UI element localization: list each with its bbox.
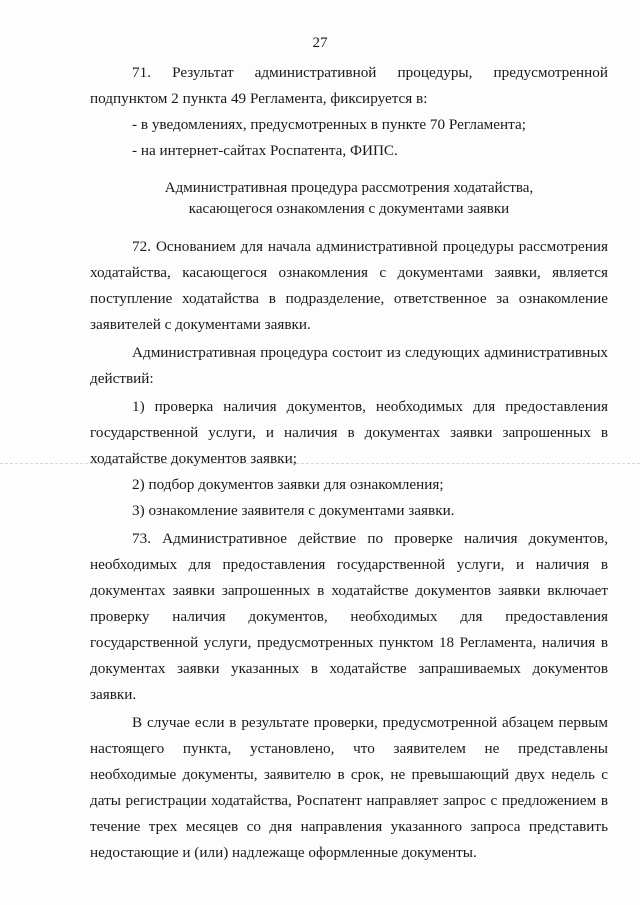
paragraph-73: 73. Административное действие по проверке наличия документов, необходимых для предоставления государственной услуги, и наличия в документах заявки запрошенных в ходатайстве документов заявки включает проверку наличия документов, необходимых для предоставления государственной услуги, предусмотренных пунктом 18 Регламента, наличия в документах заявки указанных в ходатайстве запрашиваемых документов заявки. [90, 530, 608, 703]
paragraph-72-intro: Административная процедура состоит из следующих административных действий: [90, 344, 608, 387]
document-body [90, 60, 608, 866]
section-heading-line-1: Административная процедура рассмотрения ходатайства, [164, 180, 534, 196]
paragraph-71-item-2: - на интернет-сайтах Роспатента, ФИПС. [132, 142, 398, 159]
paragraph-71: 71. Результат административной процедуры, предусмотренной подпунктом 2 пункта 49 Регламента, фиксируется в: [90, 64, 608, 107]
paragraph-72: 72. Основанием для начала административной процедуры рассмотрения ходатайства, касающегося ознакомления с документами заявки, является поступление ходатайства в подразделение, ответственное за ознакомление заявителей с документами заявки. [90, 238, 608, 333]
paragraph-72-item-1: 1) проверка наличия документов, необходимых для предоставления государственной услуги, и наличия в документах заявки запрошенных в ходатайстве документов заявки; [90, 398, 608, 467]
page-number: 27 [312, 35, 328, 51]
paragraph-71-item-1: - в уведомлениях, предусмотренных в пункте 70 Регламента; [132, 116, 526, 133]
section-heading-line-2: касающегося ознакомления с документами заявки [188, 201, 510, 217]
paragraph-72-item-3: 3) ознакомление заявителя с документами заявки. [132, 502, 455, 519]
paragraph-73-case: В случае если в результате проверки, предусмотренной абзацем первым настоящего пункта, установлено, что заявителем не представлены необходимые документы, заявителю в срок, не превышающий двух недель с даты регистрации ходатайства, Роспатент направляет запрос с предложением в течение трех месяцев со дня направления указанного запроса представить недостающие и (или) надлежаще оформленные документы. [90, 714, 608, 861]
section-heading [90, 178, 608, 220]
paragraph-72-item-2: 2) подбор документов заявки для ознакомления; [132, 476, 444, 493]
